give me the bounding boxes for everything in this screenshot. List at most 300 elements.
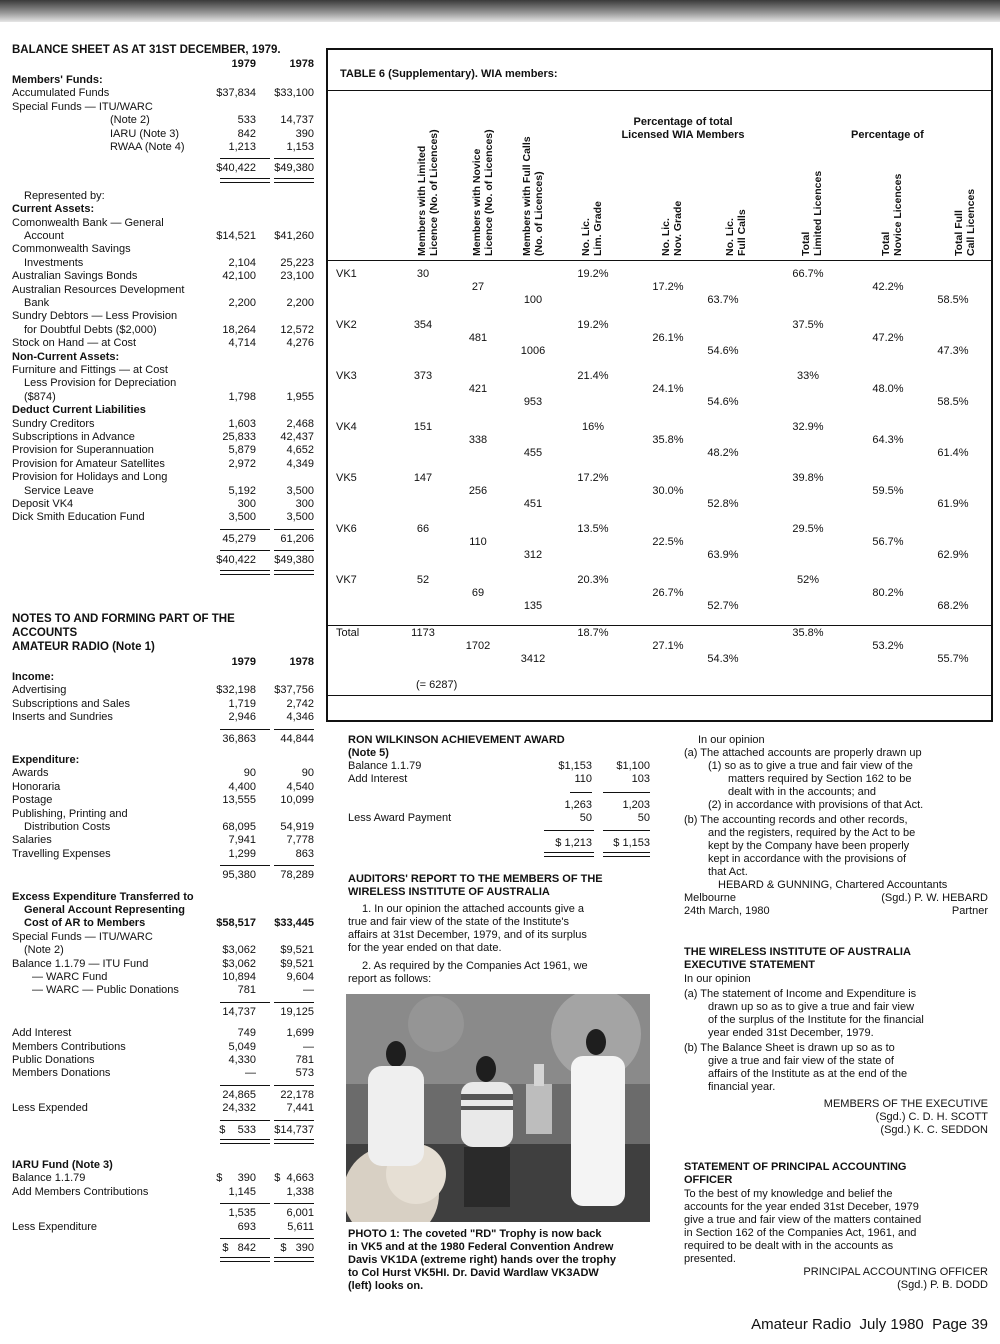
- table-cell: 481: [468, 332, 488, 344]
- value-1978: $41,260: [274, 230, 314, 242]
- value-1978: 3,500: [286, 484, 314, 497]
- value-1978: $9,521: [280, 944, 314, 957]
- value-1979: 24,332: [222, 1102, 256, 1115]
- table-row: 1,263 1,203: [564, 799, 650, 811]
- table-cell: 19.2%: [577, 268, 609, 280]
- divider: [274, 1120, 314, 1121]
- table-row: [12, 958, 314, 971]
- table-cell: 455: [523, 447, 543, 459]
- table-row: [12, 230, 314, 243]
- table-cell: 53.2%: [872, 640, 904, 652]
- table-row: [12, 1124, 314, 1137]
- value-1979: 18,264: [222, 323, 256, 336]
- table-cell: 26.1%: [652, 332, 684, 344]
- row-label: IARU (Note 3): [110, 127, 180, 140]
- table-cell: 63.9%: [707, 549, 739, 561]
- row-label: Less Provision for Depreciation: [24, 377, 177, 390]
- value-1979: $40,422: [216, 554, 256, 567]
- row-label: Total: [336, 627, 360, 639]
- divider: [570, 792, 592, 793]
- table-row: [12, 217, 314, 230]
- table-row: [12, 243, 314, 256]
- value-1979: $58,517: [216, 917, 256, 930]
- table-row: [12, 554, 314, 567]
- row-label: RWAA (Note 4): [110, 141, 185, 153]
- auditors-paragraph-2: 2. As required by the Companies Act 1961, we report as follows:: [348, 960, 588, 985]
- table-row: [12, 141, 314, 154]
- table-cell: 22.5%: [652, 536, 684, 548]
- table6-rule: [328, 625, 991, 626]
- table-cell: 19.2%: [577, 319, 609, 331]
- value-1979: 300: [237, 498, 256, 510]
- table-row: [12, 203, 314, 216]
- value-1978: 573: [295, 1067, 314, 1080]
- value-1979: 1,299: [228, 847, 256, 860]
- value-1978: 7,778: [286, 834, 314, 847]
- value-1979: —: [245, 1067, 256, 1080]
- table-row: $ 1,213 $ 1,153: [555, 837, 650, 849]
- table-row: [12, 1054, 314, 1067]
- table-row: [12, 101, 314, 114]
- value-1979: $3,062: [222, 957, 256, 970]
- table-row: [12, 418, 314, 431]
- value-1979: 36,863: [222, 732, 256, 745]
- row-label: VK1: [336, 268, 357, 280]
- group-pct-of: Percentage of: [851, 129, 924, 141]
- row-label: ($874): [24, 390, 56, 403]
- value-1979: $32,198: [216, 684, 256, 697]
- table-row: [12, 1089, 314, 1102]
- row-label: Salaries: [12, 834, 52, 847]
- table-row: [12, 1221, 314, 1234]
- table-cell: 56.7%: [872, 536, 904, 548]
- divider: [220, 158, 270, 159]
- principal-title: STATEMENT OF PRINCIPAL ACCOUNTING OFFICER: [684, 1161, 907, 1186]
- table-row: [12, 162, 314, 175]
- table-row: [12, 1242, 314, 1255]
- table-cell: 17.2%: [577, 472, 609, 484]
- row-label: Subscriptions and Sales: [12, 697, 131, 710]
- row-label: Balance 1.1.79: [12, 1172, 86, 1185]
- value-1979: 1,719: [228, 697, 256, 710]
- table-row: [12, 971, 314, 984]
- table-row: [12, 1006, 314, 1019]
- divider: [220, 1203, 270, 1204]
- table-row: [12, 391, 314, 404]
- table-cell: 27: [471, 281, 485, 293]
- value-1979: $3,062: [222, 944, 256, 957]
- row-label: Less Expenditure: [12, 1220, 97, 1233]
- table-cell: 312: [523, 549, 543, 561]
- divider: [220, 1002, 270, 1003]
- value-1979: 14,737: [222, 1005, 256, 1018]
- value-1978: 1,955: [286, 390, 314, 403]
- value-1979: 2,972: [228, 457, 256, 470]
- table-cell: 18.7%: [577, 627, 609, 639]
- table-cell: 354: [413, 319, 433, 331]
- table6-rule: [328, 695, 991, 696]
- divider: [274, 1203, 314, 1204]
- row-label: Members Contributions: [12, 1040, 126, 1053]
- table-cell: 373: [413, 370, 433, 382]
- table-cell: 30.0%: [652, 485, 684, 497]
- row-label: Advertising: [12, 684, 67, 697]
- value-1979: 1,535: [228, 1207, 256, 1220]
- trophy-photo-image: [346, 994, 650, 1222]
- row-label: Special Funds — ITU/WARC: [12, 930, 153, 943]
- table-row: [12, 471, 314, 484]
- table-cell: 135: [523, 600, 543, 612]
- table-row: [12, 337, 314, 350]
- value-1979: $14,521: [216, 230, 256, 242]
- group-pct-licensed: Percentage of total Licensed WIA Members: [621, 116, 745, 141]
- value-1979: 90: [243, 767, 256, 780]
- value-1979: 781: [237, 984, 256, 997]
- divider: [274, 529, 314, 530]
- value-1978: 2,200: [286, 297, 314, 309]
- table-row: [12, 733, 314, 746]
- divider: [544, 852, 594, 857]
- row-label: VK7: [336, 574, 357, 586]
- table-row: [12, 671, 314, 684]
- divider: [274, 158, 314, 159]
- trophy-photo: [346, 994, 650, 1222]
- value-1978: 12,572: [280, 323, 314, 336]
- value-1978: $33,100: [274, 87, 314, 100]
- table-row: [12, 377, 314, 390]
- divider: [274, 570, 314, 575]
- balance-sheet: [12, 58, 314, 598]
- value-1978: $14,737: [274, 1123, 314, 1136]
- table-cell: 20.3%: [577, 574, 609, 586]
- row-label: VK3: [336, 370, 357, 382]
- value-1979: 533: [237, 114, 256, 127]
- value-1978: 1,699: [286, 1027, 314, 1040]
- row-label: Bank: [24, 297, 50, 309]
- divider: [274, 729, 314, 730]
- table-cell: 64.3%: [872, 434, 904, 446]
- row-label: Dick Smith Education Fund: [12, 511, 145, 524]
- table-row: [12, 310, 314, 323]
- table-row: [12, 684, 314, 697]
- row-label: (Note 2): [110, 114, 150, 127]
- value-1978: 1,338: [286, 1185, 314, 1198]
- table-row: [12, 698, 314, 711]
- value-1979: $ 533: [219, 1123, 256, 1136]
- table-row: [12, 1041, 314, 1054]
- table-row: [12, 128, 314, 141]
- table-cell: 48.0%: [872, 383, 904, 395]
- table6-rule: [328, 260, 991, 261]
- table-row: [12, 324, 314, 337]
- table-cell: 68.2%: [937, 600, 969, 612]
- column-header: Total Novice Licences: [880, 173, 904, 256]
- value-1979: $ 842: [222, 1242, 256, 1254]
- row-label: Sundry Debtors — Less Provision: [12, 310, 178, 323]
- row-label: Add Interest: [12, 1027, 72, 1040]
- table-row: [12, 711, 314, 724]
- value-1978: $49,380: [274, 554, 314, 567]
- table-cell: 52: [416, 574, 430, 586]
- notes-statement: [12, 656, 314, 1296]
- ron-award-table: [348, 760, 650, 855]
- value-1978: 25,223: [280, 256, 314, 269]
- value-1978: 61,206: [280, 532, 314, 545]
- divider: [220, 550, 270, 551]
- divider: [603, 852, 650, 857]
- table-row: [12, 444, 314, 457]
- divider: [274, 1238, 314, 1239]
- row-label: for Doubtful Debts ($2,000): [24, 323, 157, 336]
- balance-sheet-title: BALANCE SHEET AS AT 31ST DECEMBER, 1979.: [12, 44, 281, 56]
- value-1979: 68,095: [222, 821, 256, 833]
- value-1979: 10,894: [222, 971, 256, 983]
- table-row: [12, 351, 314, 364]
- value-1979: 749: [237, 1027, 256, 1040]
- table-cell: 37.5%: [792, 319, 824, 331]
- table-row: [12, 87, 314, 100]
- table6-rule: [328, 90, 991, 91]
- value-1979: 95,380: [222, 869, 256, 882]
- table-cell: 33%: [796, 370, 820, 382]
- row-label: Publishing, Printing and: [12, 807, 128, 820]
- column-header: Members with Full Calls (No. of Licences): [521, 136, 545, 256]
- value-1979: 693: [237, 1220, 256, 1233]
- row-label: Stock on Hand — at Cost: [12, 337, 137, 350]
- value-1978: 78,289: [280, 869, 314, 882]
- value-1978: $33,445: [274, 917, 314, 930]
- value-1979: 4,400: [228, 780, 256, 793]
- auditors-title: AUDITORS' REPORT TO THE MEMBERS OF THE WIRELESS INSTITUTE OF AUSTRALIA: [348, 873, 603, 898]
- value-1979: 45,279: [222, 532, 256, 545]
- row-label: Account: [24, 230, 64, 242]
- table-row: [12, 984, 314, 997]
- table-row: [12, 511, 314, 524]
- column-header: No. Lic. Lim. Grade: [580, 201, 604, 256]
- table6: [326, 48, 993, 722]
- table-cell: 39.8%: [792, 472, 824, 484]
- table-row: [12, 1159, 314, 1172]
- value-1978: 7,441: [286, 1102, 314, 1115]
- divider: [274, 1257, 314, 1262]
- value-1979: 3,500: [228, 511, 256, 524]
- value-1978: 2,742: [286, 697, 314, 710]
- value-1979: 5,192: [228, 484, 256, 497]
- row-label: Balance 1.1.79 — ITU Fund: [12, 957, 149, 970]
- row-label: Australian Resources Development: [12, 283, 185, 296]
- table-row: [12, 904, 314, 917]
- value-1978: 4,652: [286, 444, 314, 457]
- table-cell: 80.2%: [872, 587, 904, 599]
- divider: [274, 865, 314, 866]
- table-cell: 1702: [465, 640, 491, 652]
- table-row: [12, 848, 314, 861]
- table-cell: 66.7%: [792, 268, 824, 280]
- table-row: [12, 533, 314, 546]
- value-1978: 4,349: [286, 457, 314, 470]
- table-row: [12, 808, 314, 821]
- value-1979: 7,941: [228, 834, 256, 847]
- value-1979: 1,213: [228, 141, 256, 153]
- table-row: [12, 944, 314, 957]
- table-cell: 421: [468, 383, 488, 395]
- table-row: [12, 1207, 314, 1220]
- table-row: Add Interest 110 103: [348, 773, 650, 785]
- row-label: VK6: [336, 523, 357, 535]
- table-cell: 55.7%: [937, 653, 969, 665]
- table-cell: 42.2%: [872, 281, 904, 293]
- photo-caption: PHOTO 1: The coveted "RD" Trophy is now back in VK5 and at the 1980 Federal Convention Andrew Davis VK1DA (extreme right) hands over the trophy to Col Hurst VK5HI. Dr. David Wardlaw VK3ADW (left) looks on.: [348, 1228, 616, 1292]
- table-cell: 58.5%: [937, 294, 969, 306]
- table-cell: 63.7%: [707, 294, 739, 306]
- scan-top-edge: [0, 0, 1000, 22]
- divider: [220, 1257, 270, 1262]
- ron-award-title: RON WILKINSON ACHIEVEMENT AWARD (Note 5): [348, 734, 565, 759]
- value-1979: 5,879: [228, 444, 256, 457]
- table-cell: 30: [416, 268, 430, 280]
- row-label: Furniture and Fittings — at Cost: [12, 364, 168, 376]
- table-row: [12, 1172, 314, 1185]
- row-label: Postage: [12, 794, 53, 807]
- row-label: Members Donations: [12, 1067, 111, 1080]
- table-cell: 24.1%: [652, 383, 684, 395]
- row-label: Represented by:: [24, 189, 105, 202]
- divider: [274, 1002, 314, 1003]
- grand-total: (= 6287): [416, 679, 458, 691]
- table-cell: 3412: [520, 653, 546, 665]
- row-label: Accumulated Funds: [12, 87, 110, 100]
- row-label: General Account Representing: [24, 904, 185, 916]
- column-header: Members with Limited Licence (No. of Licences): [416, 129, 440, 256]
- table-row: [12, 821, 314, 834]
- table-row: [12, 190, 314, 203]
- column-header: No. Lic. Nov. Grade: [660, 200, 684, 256]
- row-label: Provision for Superannuation: [12, 444, 154, 457]
- row-label: Service Leave: [24, 484, 94, 497]
- table-cell: 54.3%: [707, 653, 739, 665]
- table-row: [12, 834, 314, 847]
- table-cell: 147: [413, 472, 433, 484]
- row-label: Commonwealth Savings: [12, 243, 131, 256]
- table-cell: 47.3%: [937, 345, 969, 357]
- table-cell: 151: [413, 421, 433, 433]
- divider: [603, 830, 650, 831]
- value-1979: 24,865: [222, 1088, 256, 1101]
- table-cell: 52.8%: [707, 498, 739, 510]
- divider: [274, 1139, 314, 1144]
- value-1978: 14,737: [280, 114, 314, 127]
- principal-text: To the best of my knowledge and belief the accounts for the year ended 31st Deceber, 1979 give a true and fair view of the matters contained in Section 162 of the Companies Act, 1961, and required to be dealt with in the accounts as presented. PRINCIPAL ACCOUNTING OFFICER (Sgd.) P. B. DODD: [684, 1188, 988, 1291]
- table-cell: 54.6%: [707, 396, 739, 408]
- row-label: Sundry Creditors: [12, 417, 95, 430]
- table-cell: 61.9%: [937, 498, 969, 510]
- table-row: [12, 1027, 314, 1040]
- value-1978: 863: [295, 847, 314, 860]
- row-label: Non-Current Assets:: [12, 350, 120, 363]
- row-label: Australian Savings Bonds: [12, 270, 138, 283]
- value-1979: 2,104: [228, 256, 256, 269]
- value-1978: 390: [295, 127, 314, 140]
- value-1978: 22,178: [280, 1088, 314, 1101]
- table-row: Less Award Payment 50 50: [348, 812, 650, 824]
- value-1978: 6,001: [286, 1207, 314, 1220]
- divider: [544, 830, 594, 831]
- table-row: [12, 404, 314, 417]
- value-1979: 2,200: [228, 297, 256, 309]
- table-row: [12, 917, 314, 930]
- divider: [603, 792, 650, 793]
- value-1978: 300: [295, 498, 314, 510]
- value-1979: 842: [237, 127, 256, 140]
- row-label: (Note 2): [24, 944, 64, 957]
- table-cell: 16%: [581, 421, 605, 433]
- table-cell: 48.2%: [707, 447, 739, 459]
- table-row: [12, 767, 314, 780]
- value-1978: 19,125: [280, 1005, 314, 1018]
- value-1979: 4,714: [228, 337, 256, 350]
- value-1978: 4,346: [286, 711, 314, 724]
- value-1979: 42,100: [222, 270, 256, 283]
- table-cell: 338: [468, 434, 488, 446]
- column-header: Members with Novice Licence (No. of Licences): [471, 129, 495, 256]
- row-label: Inserts and Sundries: [12, 711, 113, 724]
- table-row: [12, 869, 314, 882]
- divider: [220, 729, 270, 730]
- value-1978: $ 4,663: [274, 1172, 314, 1185]
- table-cell: 1173: [411, 627, 435, 639]
- table-row: [12, 891, 314, 904]
- value-1979: $37,834: [216, 87, 256, 100]
- table-cell: 32.9%: [792, 421, 824, 433]
- divider: [220, 1120, 270, 1121]
- table-cell: 110: [469, 536, 487, 548]
- value-1978: 4,276: [286, 337, 314, 350]
- divider: [220, 865, 270, 866]
- table-row: [12, 364, 314, 377]
- table-row: [12, 931, 314, 944]
- table-row: [12, 74, 314, 87]
- notes-col-header: 1979 1978: [231, 656, 314, 668]
- value-1979: 1,798: [228, 390, 256, 403]
- table-cell: 69: [471, 587, 485, 599]
- table-row: [12, 458, 314, 471]
- table-cell: 451: [523, 498, 543, 510]
- row-label: Add Members Contributions: [12, 1185, 149, 1198]
- row-label: Special Funds — ITU/WARC: [12, 100, 153, 113]
- value-1978: 44,844: [280, 732, 314, 745]
- executive-title: THE WIRELESS INSTITUTE OF AUSTRALIA EXECUTIVE STATEMENT: [684, 946, 911, 971]
- column-header: Total Limited Licences: [800, 170, 824, 256]
- divider: [220, 1238, 270, 1239]
- row-label: Excess Expenditure Transferred to: [12, 890, 194, 903]
- value-1978: 1,153: [286, 141, 314, 153]
- table-cell: 54.6%: [707, 345, 739, 357]
- table-row: [12, 794, 314, 807]
- divider: [220, 529, 270, 530]
- table-cell: 21.4%: [577, 370, 609, 382]
- row-label: Income:: [12, 671, 55, 683]
- table-row: [12, 781, 314, 794]
- value-1979: 5,049: [228, 1040, 256, 1053]
- row-label: Investments: [24, 256, 84, 269]
- row-label: Provision for Amateur Satellites: [12, 457, 165, 470]
- row-label: Travelling Expenses: [12, 847, 111, 860]
- table-cell: 35.8%: [792, 627, 824, 639]
- value-1979: 4,330: [228, 1054, 256, 1066]
- row-label: VK2: [336, 319, 357, 331]
- row-label: — WARC Fund: [32, 971, 108, 983]
- opinion-text: In our opinion (a) The attached accounts are properly drawn up (1) so as to give a true and fair view of the matters required by Section 162 to be dealt with in the accounts; and (2) in accordance with provisions of that Act. (b) The accounting records and other records, and the registers, required by the Act to be kept by the Company have been properly kept in accordance with the provisions of that Act. HEBARD & GUNNING, Chartered Accountants Melbourne (Sgd.) P. W. HEBARD 24th March, 1980 Partner: [684, 734, 988, 917]
